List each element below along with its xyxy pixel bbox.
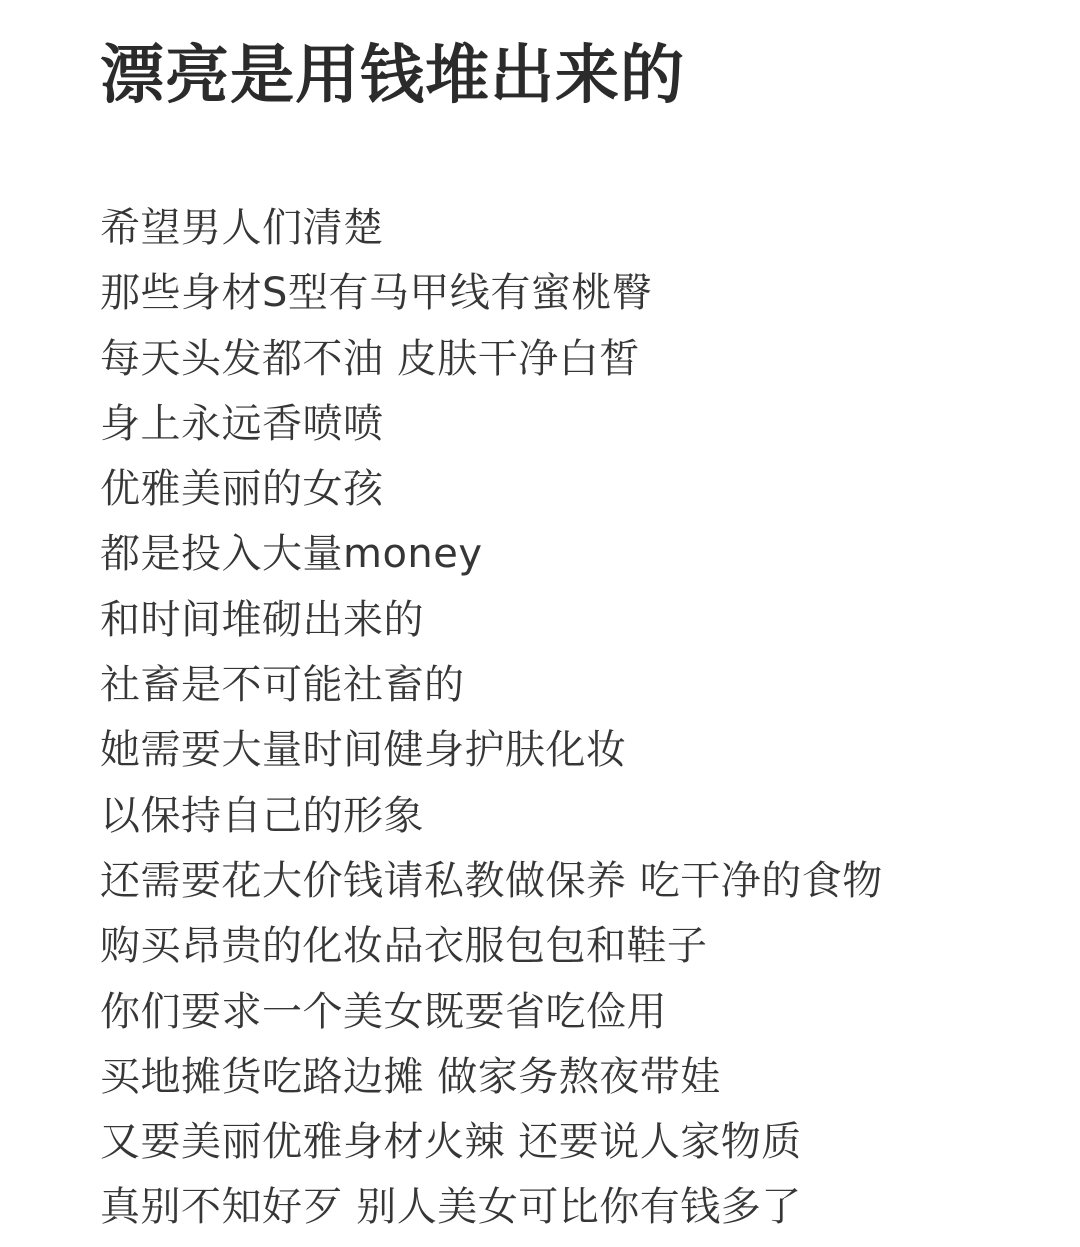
body-text bbox=[100, 196, 1040, 1241]
text-line: 买地摊货吃路边摊 做家务熬夜带娃 bbox=[100, 1053, 721, 1100]
text-line: 又要美丽优雅身材火辣 还要说人家物质 bbox=[100, 1119, 802, 1166]
text-line: 购买昂贵的化妆品衣服包包和鞋子 bbox=[100, 923, 708, 970]
text-line: 你们要求一个美女既要省吃俭用 bbox=[100, 988, 667, 1035]
text-line: 还需要花大价钱请私教做保养 吃干净的食物 bbox=[100, 857, 883, 904]
text-line: 和时间堆砌出来的 bbox=[100, 596, 424, 643]
text-line: 真别不知好歹 别人美女可比你有钱多了 bbox=[100, 1184, 802, 1231]
text-line: 都是投入大量money bbox=[100, 531, 483, 578]
text-line: 身上永远香喷喷 bbox=[100, 400, 384, 447]
text-line: 她需要大量时间健身护肤化妆 bbox=[100, 727, 627, 774]
text-line: 以保持自己的形象 bbox=[100, 792, 424, 839]
text-line: 那些身材S型有马甲线有蜜桃臀 bbox=[100, 270, 653, 317]
text-line: 每天头发都不油 皮肤干净白皙 bbox=[100, 335, 640, 382]
text-line: 希望男人们清楚 bbox=[100, 205, 384, 251]
text-line: 社畜是不可能社畜的 bbox=[100, 662, 465, 709]
text-line: 优雅美丽的女孩 bbox=[100, 466, 384, 513]
page-title: 漂亮是用钱堆出来的 bbox=[100, 39, 685, 113]
